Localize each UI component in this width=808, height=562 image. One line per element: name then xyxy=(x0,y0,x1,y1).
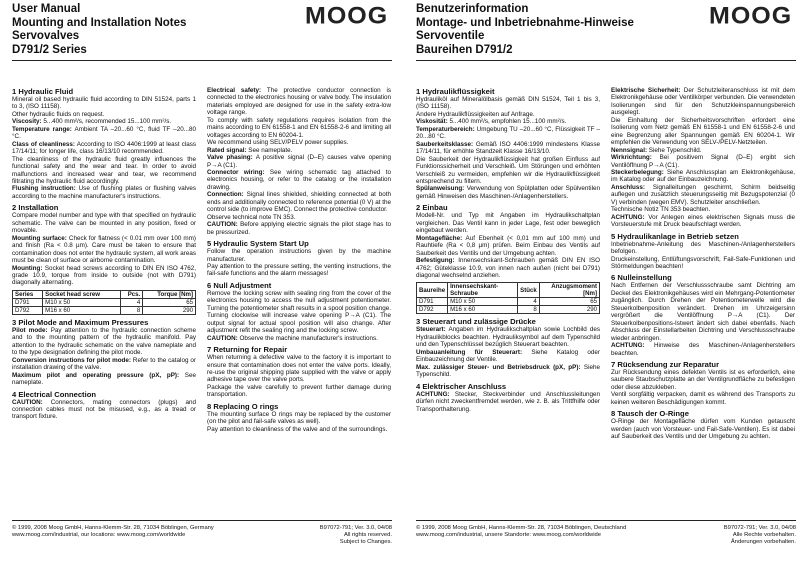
table-header: Torque [Nm] xyxy=(143,290,196,298)
footer-website: www.moog.com/industrial, our locations: www.moog.com/worldwide xyxy=(12,531,186,538)
paragraph: Nach Entfernen der Verschlussschraube samt Dichtring am Deckel des Elektronikgehäuses wird ein Mehrgang-Potentiometer zugänglich. Durch Drehen der Potentiometerwelle wird die Steuerkolbenposition verändert. Drehen im Uhrzeigersinn vergrößert die Ventilöffnung P→A (C1). Der Steuerkolbenpositions-Istwert ändert sich dabei ebenfalls. Nach Abschluss der Einstellarbeiten Dichtring und Verschlussschraube wieder anbringen. xyxy=(611,282,795,342)
paragraph: Package the valve carefully to prevent further damage during transportation. xyxy=(207,383,391,399)
table-header: Baureihe xyxy=(417,283,448,298)
paragraph: Temperaturbereich: Umgebung TU –20...60 °C, Flüssigkeit TF –20...80 °C. xyxy=(416,125,600,141)
table-header: Socket head screw xyxy=(43,290,120,298)
table-row xyxy=(417,306,600,314)
footer-rights: All rights reserved. xyxy=(343,531,392,538)
screw-table xyxy=(12,290,196,315)
paragraph: Wirkrichtung: Bei positivem Signal (D–E) ergibt sich Ventilöffnung P→A (C1). xyxy=(611,154,795,169)
footer-doc-number: B97072-791; Ver. 3.0, 04/08 xyxy=(319,525,392,531)
paragraph: Ventil sorgfältig verpacken, damit es während des Transports zu keinen weiteren Beschädigungen kommt. xyxy=(611,391,795,406)
paragraph: ACHTUNG: Vor Anlegen eines elektrischen Signals muss die Vorsteuerstufe mit Druck beaufschlagt werden. xyxy=(611,213,795,229)
paragraph: Montagefläche: Auf Ebenheit (< 0,01 mm auf 100 mm) und Rauhtiefe (Ra < 0,8 µm) prüfen. Beim Einbau des Ventils auf Sauberkeit des Ventils und der Umgebung achten. xyxy=(416,234,600,257)
paragraph: Temperature range: Ambient TA –20...60 °C, fluid TF –20...80 °C. xyxy=(12,125,196,141)
section-heading: 6 Nulleinstellung xyxy=(611,273,672,283)
section-heading: 5 Hydraulic System Start Up xyxy=(207,239,309,249)
paragraph: Pay attention to cleanliness of the valve and of the surroundings. xyxy=(207,425,388,433)
section-heading: 8 Tausch der O-Ringe xyxy=(611,409,689,419)
table-cell: 290 xyxy=(539,306,599,314)
paragraph: Inbetriebnahme-Anleitung des Maschinen-/Anlagenherstellers befolgen. xyxy=(611,240,795,256)
footer-divider xyxy=(12,520,392,521)
table-cell: M10 x 50 xyxy=(448,298,518,306)
paragraph: ACHTUNG: Stecker, Steckverbinder und Anschlussleitungen dürfen nicht zweckentfremdet werden, wie z. B. als Trittfhilfe oder Transporthalterung. xyxy=(416,390,600,413)
screw-table xyxy=(416,282,600,314)
footer-changes: Subject to Changes. xyxy=(339,538,392,545)
table-header: Stück xyxy=(518,283,540,298)
paragraph: Spülanweisung: Verwendung von Spülplatten oder Spülventilen gemäß Hinweisen des Maschinen-/Anlagenherstellers. xyxy=(416,185,600,200)
paragraph: Viscosity: 5...400 mm²/s, recommended 15...100 mm²/s. xyxy=(12,118,172,126)
paragraph: Compare model number and type with that specified on hydraulic schematic. The valve can be mounted in any position, fixed or movable. xyxy=(12,212,196,235)
section-heading: 2 Einbau xyxy=(416,203,448,213)
table-cell: 8 xyxy=(518,306,540,314)
table-header: Pcs. xyxy=(120,290,143,298)
paragraph: Connection: Signal lines shielded, shielding connected at both ends and additionally connected to reference potential (0 V) at the control side (to improve EMC). Connect the protective conductor. xyxy=(207,191,391,214)
paragraph: To comply with safety regulations requires isolation from the mains according to EN 61558-1 and EN 61558-2-6 and limiting all voltages according to EN 60204-1. xyxy=(207,116,391,139)
document-title xyxy=(416,3,676,57)
paragraph: Electrical safety: The protective conductor connection is connected to the electronics housing or valve body. The insulation materials employed are designed for use in the safety extra-low voltage range. xyxy=(207,87,391,117)
paragraph: Mounting: Socket head screws according to DIN EN ISO 4762, grade 10.9, torque from inside to outside (not with D791) diagonally alternating. xyxy=(12,264,196,287)
paragraph: We recommend using SELV/PELV power supplies. xyxy=(207,139,349,147)
paragraph: Befestigung: Innensechskant-Schrauben gemäß DIN EN ISO 4762; Güteklasse 10.9, von innen nach außen (nicht bei D791) diagonal wechselnd anziehen. xyxy=(416,257,600,279)
paragraph: O-Ringe der Montagefläche dürfen vom Kunden getauscht werden (auch von Vorsteuer- und Fail-Safe-Ventilen). Es ist dabei auf Sauberkeit des Ventils und der Umgebung zu achten. xyxy=(611,418,795,441)
paragraph: CAUTION: Observe the machine manufacturer's instructions. xyxy=(207,334,378,342)
section-heading: 8 Replacing O rings xyxy=(207,401,279,411)
footer-copyright: © 1999, 2008 Moog GmbH, Hanns-Klemm-Str. 28, 71034 Böblingen, Deutschland xyxy=(416,525,627,531)
column-1 xyxy=(12,87,196,421)
paragraph: Steckerbelegung: Siehe Anschlussplan am Elektronikgehäuse, im Katalog oder auf der Einbauzeichnung. xyxy=(611,168,795,184)
paragraph: Class of cleanliness: According to ISO 4406:1999 at least class 17/14/11; for longer life, class 16/13/10 recommended. xyxy=(12,140,197,156)
paragraph: Sauberkeitsklasse: Gemäß ISO 4406:1999 mindestens Klasse 17/14/11, für erhöhte Standzeit Klasse 16/13/10. xyxy=(416,140,600,156)
paragraph: When returning a defective valve to the factory it is important to ensure that contamination does not enter the valve ports. Ideally, re-use the original shipping plate supplied with the valve or apply adhesive tape over the valve ports. xyxy=(207,354,391,384)
paragraph: Observe technical note TN 353. xyxy=(207,213,296,221)
section-heading: 3 Pilot Mode and Maximum Pressures xyxy=(12,317,149,327)
moog-logo: MOOG xyxy=(709,2,793,30)
paragraph: Mounting surface: Check for flatness (< 0.01 mm over 100 mm) and finish (Ra < 0.8 µm). Care must be taken to ensure that contamination does not enter the hydraulic system, all work areas must be clean of surface or airborne contamination. xyxy=(12,234,196,265)
section-heading: 4 Elektrischer Anschluss xyxy=(416,381,507,391)
paragraph: ACHTUNG: Hinweise des Maschinen-/Anlagenherstellers beachten. xyxy=(611,342,795,357)
footer-copyright: © 1999, 2008 Moog GmbH, Hanns-Klemm-Str. 28, 71034 Böblingen, Germany xyxy=(12,525,214,531)
paragraph: Rated signal: See nameplate. xyxy=(207,146,293,154)
paragraph: Other hydraulic fluids on request. xyxy=(12,110,105,118)
section-heading: 5 Hydraulikanlage in Betrieb setzen xyxy=(611,231,739,241)
table-cell: 4 xyxy=(518,298,540,306)
paragraph: Steuerart: Angaben im Hydraulikschaltplan sowie Lochbild des Hydraulikblocks beachten. Hydrauliksymbol auf dem Typenschild und den Typenschlüssel bezüglich Steuerart beachten. xyxy=(416,326,600,349)
document-title xyxy=(12,3,272,57)
section-heading: 7 Returning for Repair xyxy=(207,345,288,355)
paragraph: Valve phasing: A positive signal (D–E) causes valve opening P→A (C1). xyxy=(207,154,392,169)
column-2 xyxy=(207,87,391,433)
paragraph: Die Einhaltung der Sicherheitsvorschriften erfordert eine Isolierung vom Netz gemäß EN 61558-1 und EN 61558-2-6 und eine Begrenzung aller Spannungen gemäß EN 60204-1. Wir empfehlen die Verwendung von SELV-/PELV-Netzteilen. xyxy=(611,116,795,147)
table-cell: 65 xyxy=(539,298,599,306)
paragraph: Modell-Nr. und Typ mit Angaben im Hydraulikschaltplan vergleichen. Das Ventil kann in jeder Lage, fest oder beweglich eingebaut werden. xyxy=(416,212,600,235)
title-line: User Manual xyxy=(12,3,81,15)
paragraph: Flushing instruction: Use of flushing plates or flushing valves according to the machine manufacturer's instructions. xyxy=(12,185,196,200)
table-row xyxy=(13,298,196,306)
section-heading: 3 Steuerart und zulässige Drücke xyxy=(416,317,536,327)
column-2 xyxy=(611,87,795,441)
table-cell: 4 xyxy=(120,298,143,306)
table-cell: 8 xyxy=(120,306,143,314)
table-header: Series xyxy=(13,290,43,298)
paragraph: Remove the locking screw with sealing ring from the cover of the electronics housing to access the null adjustment potentiometer. Turning the potentiometer shaft results in a spool position change. Turning clockwise will increase valve opening P→A (C1). The output signal for actual spool position will also change. After adjustment refit the sealing ring and the locking screw. xyxy=(207,289,391,335)
title-line: Servoventile xyxy=(416,30,485,43)
paragraph: Technische Notiz TN 353 beachten. xyxy=(611,206,711,214)
paragraph: Anschluss: Signalleitungen geschirmt, Schirm beidseitig auflegen und zusätzlich steuerungsseitig mit Bezugspotenzial (0 V) verbinden (wegen EMV). Schutzleiter anschließen. xyxy=(611,183,795,206)
paragraph: The cleanliness of the hydraulic fluid greatly influences the functional safety and the wear and tear. In order to avoid malfunctions and increased wear and tear, we recommend filtrating the hydraulic fluid accordingly. xyxy=(12,155,196,185)
paragraph: CAUTION: Connectors, mating connectors (plugs) and connection cables must not be misused, e.g., as a tread or transport fixture. xyxy=(12,398,196,421)
section-heading: 1 Hydraulic Fluid xyxy=(12,87,74,96)
table-cell: D792 xyxy=(13,306,43,314)
table-cell: M10 x 50 xyxy=(43,298,120,306)
paragraph: Conversion instructions for pilot mode: Refer to the catalog or installation drawing of the valve. xyxy=(12,356,196,372)
title-line: D791/2 Series xyxy=(12,43,87,56)
paragraph: CAUTION: Before applying electric signals the pilot stage has to be pressurized. xyxy=(207,221,391,236)
footer-divider xyxy=(416,520,796,521)
paragraph: The mounting surface O rings may be replaced by the customer (on the pilot and fail-safe valves as well). xyxy=(207,410,391,426)
paragraph: Follow the operation instructions given by the machine manufacturer. xyxy=(207,248,391,263)
footer-changes: Änderungen vorbehalten. xyxy=(730,538,796,545)
paragraph: Andere Hydraulikflüssigkeiten auf Anfrage. xyxy=(416,110,535,118)
table-cell: D791 xyxy=(417,298,448,306)
paragraph: Pay attention to the pressure setting, the venting instructions, the fail-safe functions and the alarm messages! xyxy=(207,262,391,278)
paragraph: Viskosität: 5...400 mm²/s, empfohlen 15...100 mm²/s. xyxy=(416,118,567,126)
section-heading: 7 Rücksendung zur Reparatur xyxy=(611,359,720,369)
paragraph: Zur Rücksendung eines defekten Ventils ist es erforderlich, eine saubere Staubschutzplatte an der Ventilgrundfläche zu befestigen oder diese abzukleben. xyxy=(611,368,795,391)
footer-doc-number: B97072-791; Ver. 3.0, 04/08 xyxy=(723,525,796,531)
footer-rights: Alle Rechte vorbehalten. xyxy=(732,531,796,538)
table-cell: 290 xyxy=(143,306,196,314)
title-line: Baureihen D791/2 xyxy=(416,43,513,56)
title-line: Montage- und Inbetriebnahme-Hinweise xyxy=(416,16,634,29)
table-header: Innensechskant-Schraube xyxy=(448,283,518,298)
table-cell: D791 xyxy=(13,298,43,306)
section-heading: 1 Hydraulikflüssigkeit xyxy=(416,87,495,96)
moog-logo: MOOG xyxy=(305,2,389,30)
title-line: Servovalves xyxy=(12,30,80,43)
footer-website: www.moog.com/industrial, unsere Standorte: www.moog.com/worldwide xyxy=(416,531,601,538)
table-row xyxy=(417,298,600,306)
title-line: Benutzerinformation xyxy=(416,3,529,15)
table-cell: D792 xyxy=(417,306,448,314)
paragraph: Die Sauberkeit der Hydraulikflüssigkeit hat großen Einfluss auf Funktionssicherheit und Verschleiß. Um Störungen und erhöhten Verschleiß zu vermeiden, empfehlen wir die Hydraulikflüssigkeit entsprechend zu filtern. xyxy=(416,155,600,185)
paragraph: Mineral oil based hydraulic fluid according to DIN 51524, parts 1 to 3, (ISO 11158). xyxy=(12,96,196,111)
table-row xyxy=(13,306,196,314)
table-header: Anzugsmoment [Nm] xyxy=(539,283,599,298)
header-divider xyxy=(416,60,796,61)
paragraph: Pilot mode: Pay attention to the hydraulic connection scheme and to the mounting pattern of the hydraulic manifold. Pay attention to the hydraulic schematic on the valve nameplate and to the type designation defining the pilot mode. xyxy=(12,326,196,357)
paragraph: Connector wiring: See wiring schematic tag attached to electronics housing, or refer to the catalog or the installation drawing. xyxy=(207,168,392,191)
paragraph: Maximum pilot and operating pressure (pX, pP): See nameplate. xyxy=(12,371,196,387)
paragraph: Hydrauliköl auf Mineralölbasis gemäß DIN 51524, Teil 1 bis 3, (ISO 11158). xyxy=(416,96,600,111)
table-cell: 65 xyxy=(143,298,196,306)
section-heading: 2 Installation xyxy=(12,203,59,213)
paragraph: Elektrische Sicherheit: Der Schutzleiteranschluss ist mit dem Elektronikgehäuse oder Ventilkörper verbunden. Die verwendeten Isolierungen sind für den Schutzkleinspannungsbereich ausgelegt. xyxy=(611,87,796,117)
table-cell: M16 x 60 xyxy=(448,306,518,314)
title-line: Mounting and Installation Notes xyxy=(12,16,187,29)
page-german xyxy=(404,0,808,562)
table-cell: M16 x 60 xyxy=(43,306,120,314)
header-divider xyxy=(12,60,392,61)
column-1 xyxy=(416,87,600,413)
paragraph: Nennsignal: Siehe Typenschild. xyxy=(611,146,702,154)
paragraph: Max. zulässiger Steuer- und Betriebsdruck (pX, pP): Siehe Typenschild. xyxy=(416,363,600,379)
paragraph: Druckeinstellung, Entlüftungsvorschrift, Fail-Safe-Funktionen und Störmeldungen beachten! xyxy=(611,255,795,270)
paragraph: Umbauanleitung für Steuerart: Siehe Katalog oder Einbauzeichnung der Ventile. xyxy=(416,348,600,364)
section-heading: 6 Null Adjustment xyxy=(207,280,272,290)
section-heading: 4 Electrical Connection xyxy=(12,389,96,399)
